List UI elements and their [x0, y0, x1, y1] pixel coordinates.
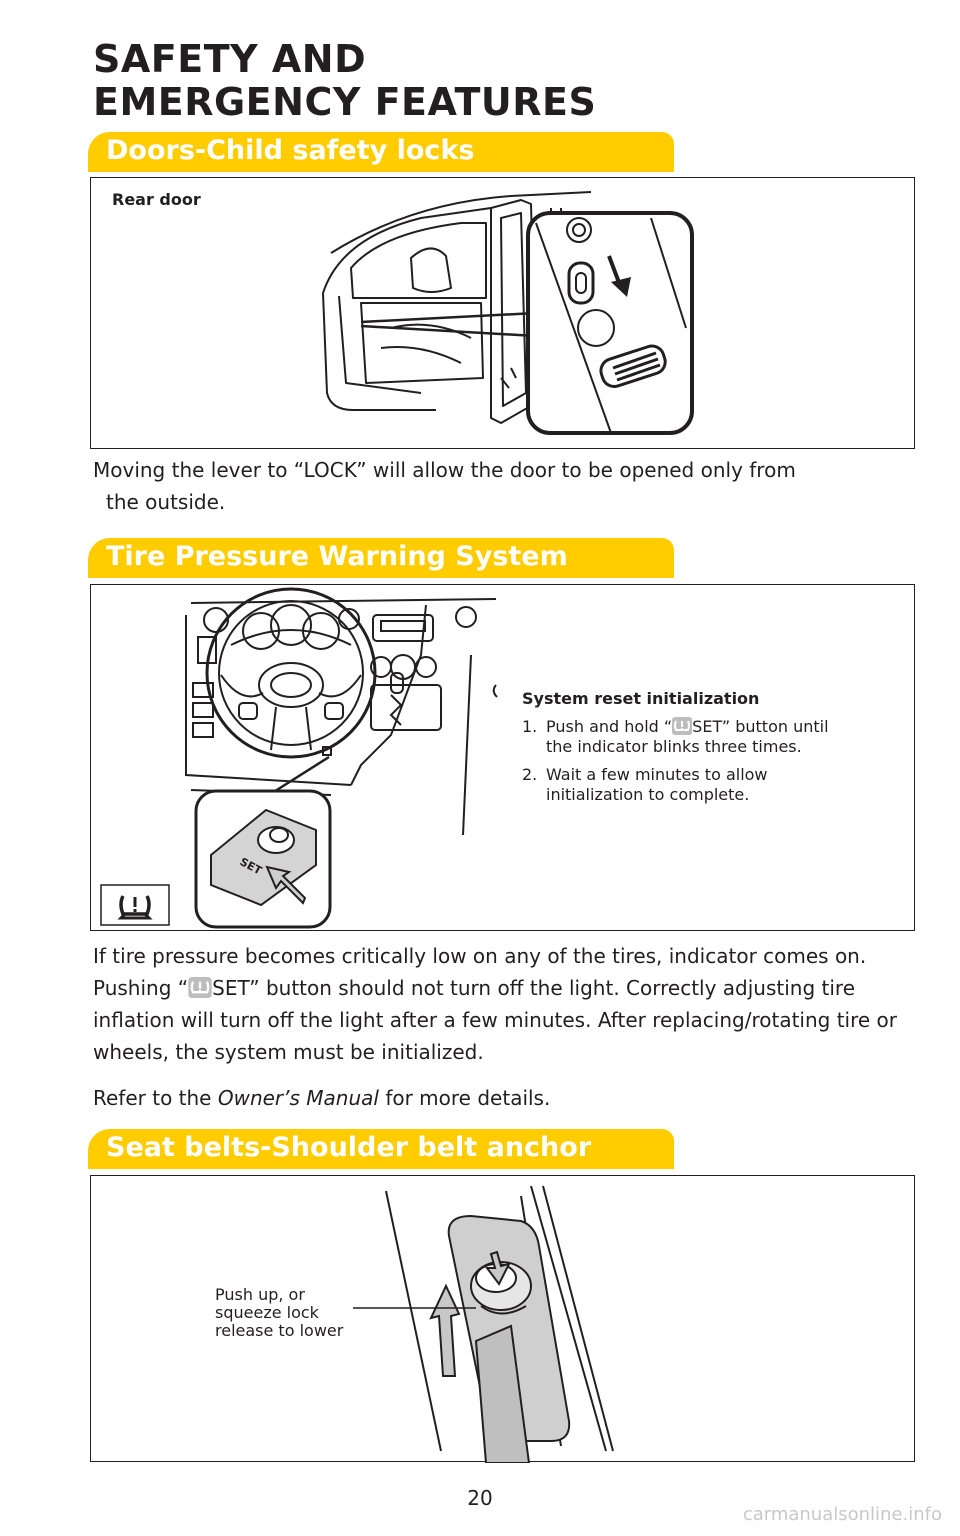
section-heading-seatbelt: Seat belts-Shoulder belt anchor: [106, 1132, 592, 1163]
owners-manual-title: Owner’s Manual: [217, 1086, 379, 1110]
system-reset-heading: System reset initialization: [522, 689, 760, 708]
tpms-description-suffix: SET” button should not turn off the light. Correctly adjusting tire inflation will turn off the light after a few minutes. After replacing/rotating tire or wheels, the system must be initialized.: [93, 976, 898, 1064]
reset-step-2: [522, 765, 902, 805]
page-title-line1: SAFETY AND: [93, 37, 367, 81]
reset-step-1: [522, 717, 902, 757]
seatbelt-illustration-panel: [90, 1175, 915, 1462]
system-reset-instructions: [522, 689, 902, 813]
tpms-warning-icon: [188, 977, 212, 998]
reset-step-1-suffix: SET” button until the indicator blinks three times.: [546, 717, 829, 756]
page-number: 20: [467, 1486, 493, 1510]
refer-prefix: Refer to the: [93, 1086, 218, 1110]
tpms-description-prefix: If tire pressure becomes critically low on any of the tires, indicator comes on. Pushing “: [93, 944, 867, 1000]
tpms-warning-icon: [672, 717, 692, 735]
section-heading-child-locks: Doors-Child safety locks: [106, 135, 475, 166]
callout-line2: squeeze lock: [215, 1303, 319, 1322]
rear-door-illustration: [91, 178, 916, 450]
reset-step-1-number: 1.: [522, 717, 538, 736]
child-locks-description-line2: the outside.: [106, 490, 226, 514]
page-title-line2: EMERGENCY FEATURES: [93, 80, 597, 124]
reset-step-1-text: [546, 717, 846, 757]
shoulder-belt-callout: [215, 1286, 385, 1340]
section-heading-tpms: Tire Pressure Warning System: [106, 541, 568, 572]
section-tab-tpms: [88, 538, 674, 578]
reset-step-2-number: 2.: [522, 765, 538, 784]
callout-line1: Push up, or: [215, 1285, 305, 1304]
child-locks-description: [93, 454, 913, 518]
tpms-description: [93, 940, 913, 1068]
rear-door-caption: Rear door: [112, 190, 201, 209]
owners-manual-reference: [93, 1082, 913, 1114]
child-locks-description-line1: Moving the lever to “LOCK” will allow the door to be opened only from: [93, 458, 796, 482]
page-title: [93, 38, 596, 124]
section-tab-child-locks: [88, 132, 674, 172]
refer-suffix: for more details.: [378, 1086, 551, 1110]
tpms-illustration-panel: [90, 584, 915, 931]
set-button-label: SET: [237, 855, 264, 878]
watermark: carmanualsonline.info: [742, 1504, 942, 1525]
section-tab-seatbelt: [88, 1129, 674, 1169]
reset-step-2-text: Wait a few minutes to allow initialization to complete.: [546, 765, 768, 804]
reset-step-1-prefix: Push and hold “: [546, 717, 673, 736]
callout-line3: release to lower: [215, 1321, 344, 1340]
child-locks-illustration-panel: [90, 177, 915, 449]
